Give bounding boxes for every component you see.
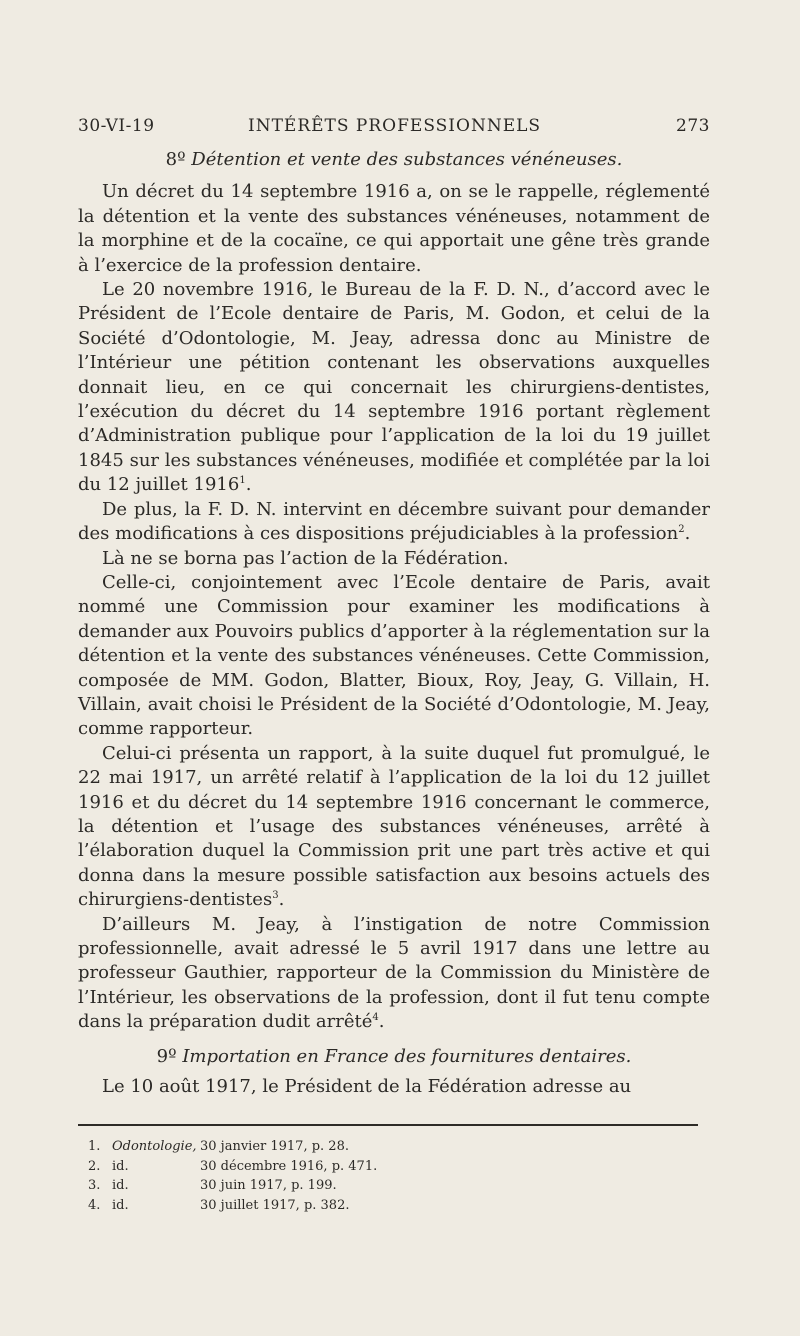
paragraph: Le 10 août 1917, le Président de la Fédération adresse au [102, 1076, 632, 1098]
paragraph: De plus, la F. D. N. intervint en décembre suivant pour demander des modifications à ces dispositions préjudiciables à la profession$^2$. [78, 498, 710, 545]
page-number: 273 [676, 116, 710, 136]
footnote-ref[interactable]: 2 [678, 524, 685, 536]
footnote-number: 4. [88, 1197, 101, 1213]
footnote-source: id. [112, 1197, 129, 1213]
header-date: 30-VI-19 [78, 116, 155, 136]
body-text [78, 148, 710, 1099]
footnote [88, 1176, 688, 1196]
footnote-number: 2. [88, 1158, 101, 1174]
section-heading-9 [78, 1045, 710, 1069]
footnote-date: 30 juillet 1917, p. 382. [200, 1197, 350, 1213]
section-number: 8º [165, 149, 186, 170]
paragraph: Là ne se borna pas l’action de la Fédération. [102, 547, 509, 569]
footnote-number: 3. [88, 1178, 101, 1193]
footnote-source: Odontologie, [112, 1139, 197, 1154]
footnote [88, 1137, 688, 1157]
section-title: Importation en France des fournitures dentaires. [182, 1045, 632, 1067]
section-heading-8 [78, 148, 710, 172]
footnote-ref[interactable]: 4 [372, 1012, 379, 1024]
footnote-date: 30 juin 1917, p. 199. [200, 1178, 337, 1193]
footnote-ref[interactable]: 3 [272, 890, 279, 902]
footnote-ref[interactable]: 1 [239, 475, 246, 487]
paragraph: Celle-ci, conjointement avec l’Ecole dentaire de Paris, avait nommé une Commission pour examiner les modifications à demander aux Pouvoirs publics d’apporter à la réglementation sur la détention et la vente des substances vénéneuses. Cette Commission, composée de MM. Godon, Blatter, Bioux, Roy, Jeay, G. Villain, H. Villain, avait choisi le Président de la Société d’Odontologie, M. Jeay, comme rapporteur. [78, 571, 710, 740]
footnotes [88, 1137, 688, 1215]
running-header [78, 116, 710, 142]
paragraph: Celui-ci présenta un rapport, à la suite duquel fut promulgué, le 22 mai 1917, un arrêté relatif à l’application de la loi du 12 juillet 1916 et du décret du 14 septembre 1916 concernant le commerce, la détention et l’usage des substances vénéneuses, arrêté à l’élaboration duquel la Commission prit une part très active et qui donna dans la mesure possible satisfaction aux besoins actuels des chirurgiens-dentistes$^3$. [78, 742, 710, 911]
footnote-date: 30 janvier 1917, p. 28. [200, 1139, 349, 1154]
footnote [88, 1196, 688, 1216]
footnote-source: id. [112, 1158, 129, 1174]
paragraph: D’ailleurs M. Jeay, à l’instigation de notre Commission professionnelle, avait adressé le 5 avril 1917 dans une lettre au professeur Gauthier, rapporteur de la Commission du Ministère de l’Intérieur, les observations de la profession, dont il fut tenu compte dans la préparation dudit arrêté$^4$. [78, 913, 710, 1033]
footnote-divider [78, 1124, 698, 1126]
header-title: INTÉRÊTS PROFESSIONNELS [248, 116, 542, 136]
paragraph: Un décret du 14 septembre 1916 a, on se le rappelle, réglementé la détention et la vente des substances vénéneuses, notamment de la morphine et de la cocaïne, ce qui apportait une gêne très grande à l’exercice de la profession dentaire. [78, 181, 710, 276]
footnote-source: id. [112, 1178, 129, 1193]
section-title: Détention et vente des substances vénéneuses. [191, 149, 623, 170]
paragraph: Le 20 novembre 1916, le Bureau de la F. D. N., d’accord avec le Président de l’Ecole dentaire de Paris, M. Godon, et celui de la Société d’Odontologie, M. Jeay, adressa donc au Ministre de l’Intérieur une pétition contenant les observations auxquelles donnait lieu, en ce qui concernait les chirurgiens-dentistes, l’exécution du décret du 14 septembre 1916 portant règlement d’Administration publique pour l’application de la loi du 19 juillet 1845 sur les substances vénéneuses, modifiée et complétée par la loi du 12 juillet 1916$^1$. [78, 279, 710, 496]
footnote-number: 1. [88, 1139, 101, 1154]
footnote [88, 1157, 688, 1177]
section-number: 9º [156, 1045, 177, 1067]
footnote-date: 30 décembre 1916, p. 471. [200, 1158, 378, 1174]
